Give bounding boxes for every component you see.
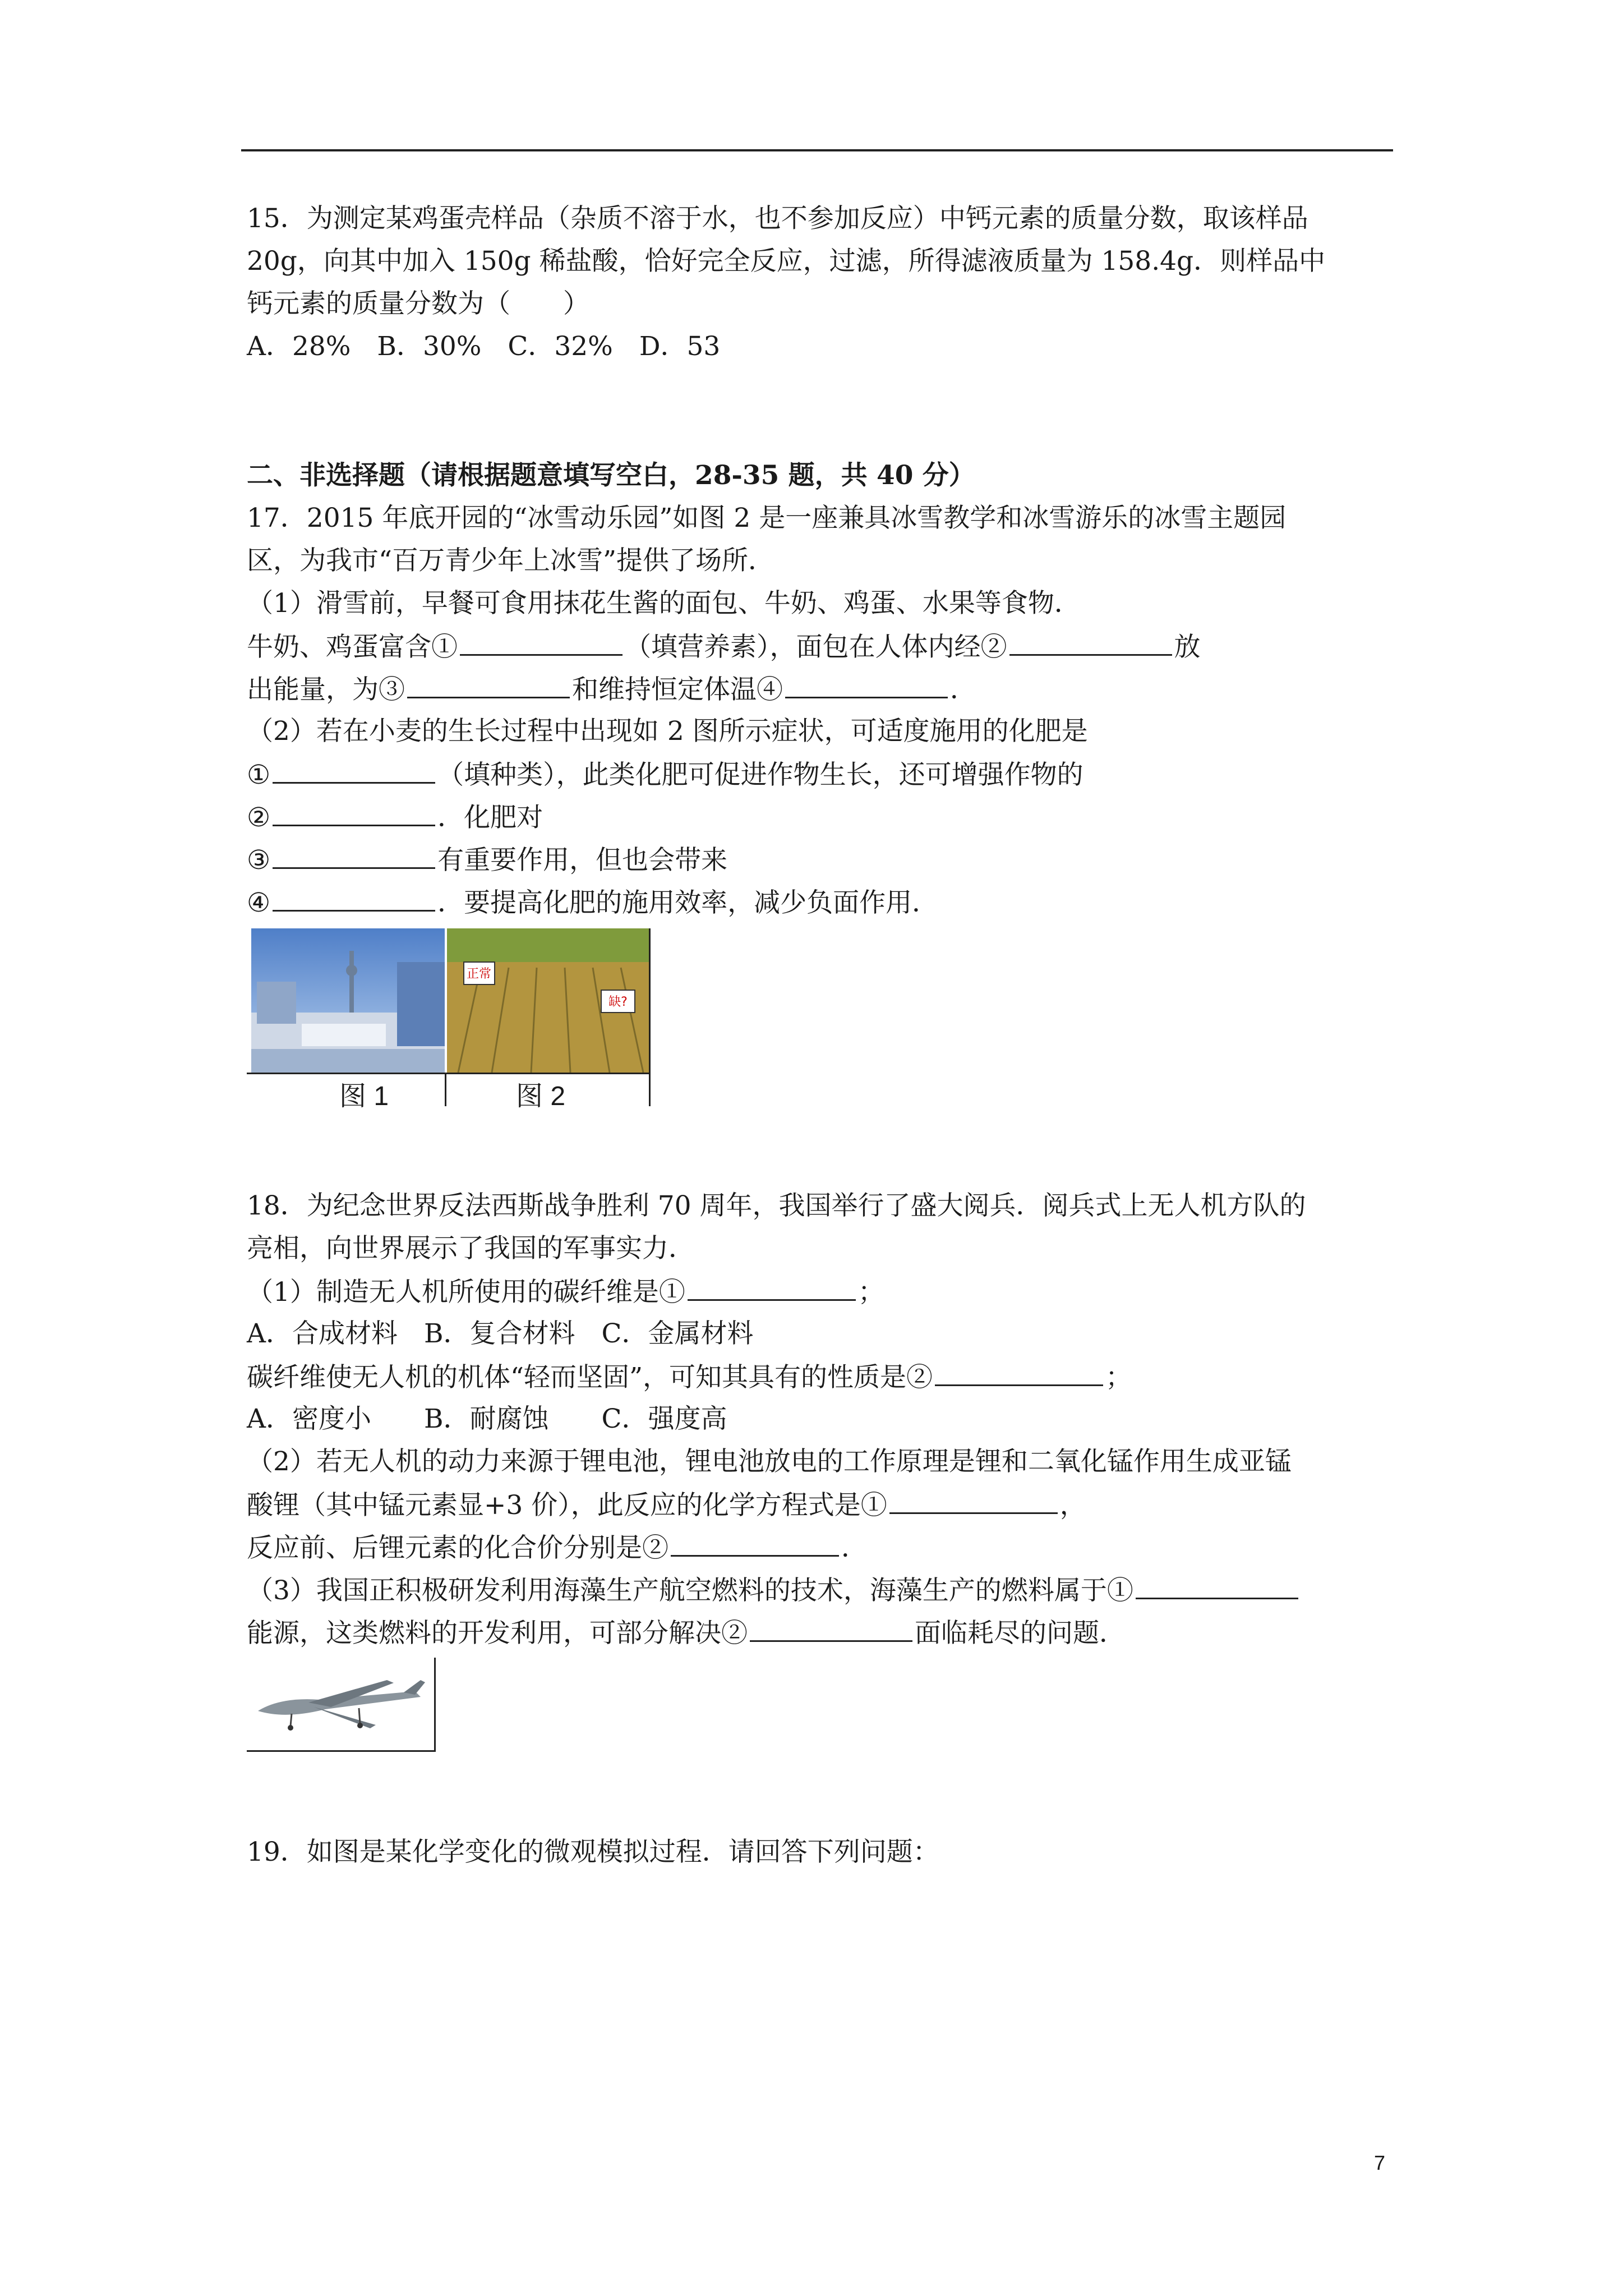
q18-p3-line2-text: 能源，这类燃料的开发利用，可部分解决②	[247, 1618, 748, 1649]
q17-part-2: （2）若在小麦的生长过程中出现如 2 图所示症状，可适度施用的化肥是	[247, 716, 1088, 747]
answer-blank[interactable]	[273, 757, 435, 784]
circled-num-3: ③	[247, 845, 271, 876]
q17-part-1-line-b	[247, 672, 976, 707]
q18-p1b-end: ；	[1105, 1362, 1132, 1393]
q17-part-2-line-a	[247, 757, 1083, 792]
q18-p2-end: ，	[1059, 1490, 1086, 1521]
answer-blank[interactable]	[273, 885, 435, 912]
figure-right-border	[649, 928, 651, 1106]
q18-part-3-line-1	[247, 1573, 1301, 1608]
q17-line-1: 17．2015 年底开园的“冰雪动乐园”如图 2 是一座兼具冰雪教学和冰雪游乐的冰雪主题园	[247, 503, 1287, 533]
q17-p1a-mid: （填营养素），面包在人体内经②	[625, 632, 1007, 662]
circled-num-4: ④	[247, 887, 271, 918]
q18-p2-text: 酸锂（其中锰元素显+3 价），此反应的化学方程式是①	[247, 1490, 887, 1521]
q18-part-2-line-1: （2）若无人机的动力来源于锂电池，锂电池放电的工作原理是锂和二氧化锰作用生成亚锰	[247, 1446, 1292, 1477]
q17-part-1-line-a	[247, 629, 1201, 664]
answer-blank[interactable]	[1136, 1573, 1298, 1599]
q18-p3-line2-end: 面临耗尽的问题．	[915, 1618, 1126, 1649]
page-number: 7	[1374, 2151, 1386, 2174]
q18-p1-end: ；	[857, 1277, 884, 1308]
q15-line-2: 20g，向其中加入 150g 稀盐酸，恰好完全反应，过滤，所得滤液质量为 158.4g．则样品中	[247, 246, 1326, 277]
q17-part-2-line-d	[247, 885, 938, 920]
answer-blank[interactable]	[1009, 629, 1172, 656]
q17-part-2-line-c	[247, 843, 727, 877]
q18-line-2: 亮相，向世界展示了我国的军事实力．	[247, 1233, 695, 1264]
q17-part-2-line-b	[247, 800, 543, 835]
answer-blank[interactable]	[889, 1488, 1058, 1514]
answer-blank[interactable]	[785, 672, 948, 698]
answer-blank[interactable]	[460, 629, 623, 656]
q18-part-1	[247, 1274, 884, 1309]
sign-normal: 正常	[466, 967, 492, 981]
figure-caption-rule	[247, 1073, 651, 1074]
figure-1-caption: 图 1	[339, 1082, 389, 1111]
answer-blank[interactable]	[273, 800, 435, 826]
q15-options: A．28% B．30% C．32% D．53	[247, 331, 721, 362]
q17-p1a-pre: 牛奶、鸡蛋富含①	[247, 632, 458, 662]
q17-p1b-pre: 出能量，为③	[247, 674, 405, 705]
answer-blank[interactable]	[750, 1616, 912, 1642]
section-2-title: 二、非选择题（请根据题意填写空白，28-35 题，共 40 分）	[247, 460, 975, 491]
q18-part-3-line-2	[247, 1616, 1126, 1650]
circled-num-2: ②	[247, 802, 271, 833]
answer-blank[interactable]	[671, 1530, 839, 1557]
q17-p2b-end: ．化肥对	[437, 802, 543, 833]
q17-p1b-end: ．	[950, 674, 976, 705]
q18-part-1b	[247, 1360, 1132, 1395]
q18-part-2-line-2	[247, 1488, 1086, 1522]
q19-line-1: 19．如图是某化学变化的微观模拟过程．请回答下列问题：	[247, 1837, 939, 1867]
q18-part-1-options: A．合成材料 B．复合材料 C．金属材料	[247, 1318, 754, 1349]
q18-part-2-line-3	[247, 1530, 868, 1565]
q18-p3-text: （3）我国正积极研发利用海藻生产航空燃料的技术，海藻生产的燃料属于①	[247, 1575, 1133, 1606]
figure-caption-divider	[445, 1073, 446, 1106]
answer-blank[interactable]	[688, 1274, 856, 1301]
answer-blank[interactable]	[407, 672, 570, 698]
q17-part-1: （1）滑雪前，早餐可食用抹花生酱的面包、牛奶、鸡蛋、水果等食物．	[247, 588, 1081, 619]
sign-deficient: 缺?	[608, 995, 628, 1009]
figure-2-wheat-field	[447, 928, 649, 1073]
q17-p1a-end: 放	[1174, 632, 1201, 662]
q18-p1b-text: 碳纤维使无人机的机体“轻而坚固”，可知其具有的性质是②	[247, 1362, 933, 1393]
q18-p2-line3-text: 反应前、后锂元素的化合价分别是②	[247, 1533, 668, 1563]
q15-line-1: 15．为测定某鸡蛋壳样品（杂质不溶于水，也不参加反应）中钙元素的质量分数，取该样品	[247, 203, 1308, 234]
answer-blank[interactable]	[935, 1360, 1103, 1386]
q18-p2-line3-end: ．	[841, 1533, 868, 1563]
q17-p2d-end: ．要提高化肥的施用效率，减少负面作用．	[437, 887, 939, 918]
q18-p1-text: （1）制造无人机所使用的碳纤维是①	[247, 1277, 685, 1308]
q17-p2c-end: 有重要作用，但也会带来	[437, 845, 728, 876]
drone-image	[247, 1658, 436, 1752]
q17-line-2: 区，为我市“百万青少年上冰雪”提供了场所．	[247, 545, 775, 576]
figure-2-caption: 图 2	[516, 1082, 566, 1111]
circled-num-1: ①	[247, 760, 271, 790]
q18-line-1: 18．为纪念世界反法西斯战争胜利 70 周年，我国举行了盛大阅兵．阅兵式上无人机方队的	[247, 1190, 1306, 1221]
q17-p1b-mid: 和维持恒定体温④	[572, 674, 783, 705]
q18-part-1b-options: A．密度小 B．耐腐蚀 C．强度高	[247, 1404, 727, 1434]
q15-line-3: 钙元素的质量分数为（ ）	[247, 288, 589, 319]
answer-blank[interactable]	[273, 843, 435, 869]
figure-1-ice-park	[251, 928, 445, 1073]
header-rule	[241, 149, 1393, 151]
q17-p2a-end: （填种类），此类化肥可促进作物生长，还可增强作物的	[437, 760, 1083, 790]
